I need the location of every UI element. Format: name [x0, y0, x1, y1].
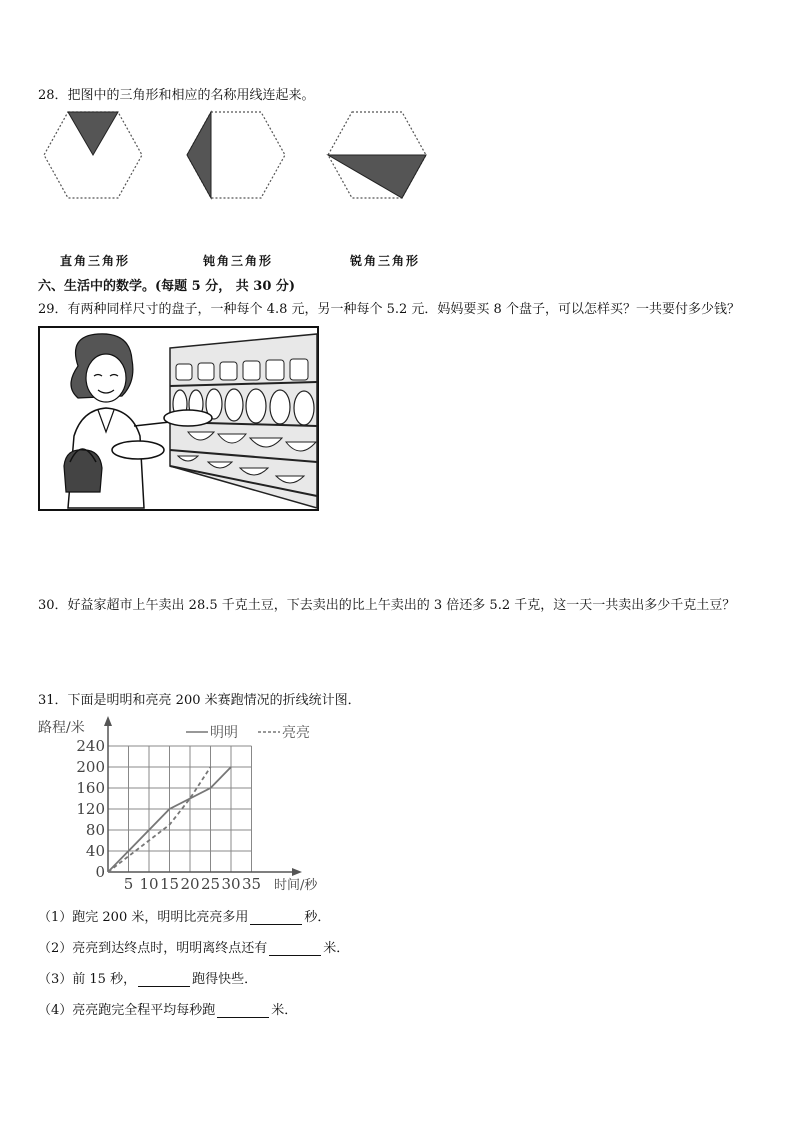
y-tick-label: 160 — [76, 779, 105, 797]
hexagon-figures — [38, 106, 438, 202]
x-tick-label: 35 — [241, 875, 262, 893]
q31-sub-1-prefix: （1）跑完 200 米，明明比亮亮多用 — [38, 910, 249, 925]
q31-sub-1 — [38, 906, 330, 925]
y-tick-label: 0 — [95, 863, 105, 881]
q31-text: 31．下面是明明和亮亮 200 米赛跑情况的折线统计图． — [38, 693, 361, 708]
q31-sub-4 — [38, 999, 297, 1018]
y-tick-label: 120 — [76, 800, 105, 818]
answer-blank-2[interactable] — [269, 942, 321, 956]
chart-axes — [104, 716, 302, 876]
legend-label-1: 明明 — [210, 725, 238, 741]
y-tick-label: 80 — [85, 821, 105, 839]
hexagon-1-right-triangle — [44, 112, 142, 198]
chart-tick-labels — [76, 737, 261, 893]
chart-legend — [186, 725, 310, 741]
x-tick-label: 30 — [221, 875, 241, 893]
hexagon-2-obtuse-triangle — [187, 112, 285, 198]
x-axis-arrow — [292, 868, 302, 876]
q28-text: 28．把图中的三角形和相应的名称用线连起来。 — [38, 88, 315, 103]
q31-sub-4-suffix: 米． — [271, 1003, 298, 1018]
y-tick-label: 40 — [85, 842, 105, 860]
x-tick-label: 5 — [123, 875, 134, 893]
q31-sub-1-suffix: 秒． — [304, 910, 331, 925]
x-tick-label: 10 — [139, 875, 159, 893]
q31-sub-2-prefix: （2）亮亮到达终点时，明明离终点还有 — [38, 941, 268, 956]
label-obtuse-triangle: 钝角三角形 — [203, 254, 274, 268]
q31-sub-2-suffix: 米． — [323, 941, 350, 956]
q30-text: 30．好益家超市上午卖出 28.5 千克土豆，下去卖出的比上午卖出的 3 倍还多 5.2 千克，这一天一共卖出多少千克土豆？ — [38, 598, 736, 613]
shopping-illustration — [38, 326, 319, 511]
y-tick-label: 200 — [76, 758, 105, 776]
q31-sub-4-prefix: （4）亮亮跑完全程平均每秒跑 — [38, 1003, 216, 1018]
x-tick-label: 15 — [159, 875, 180, 893]
label-right-triangle: 直角三角形 — [60, 254, 131, 268]
legend-label-2: 亮亮 — [282, 725, 310, 741]
hexagon-3-acute-triangle — [328, 112, 426, 198]
q31-sub-2 — [38, 937, 349, 956]
y-axis-label: 路程/米 — [38, 720, 85, 736]
y-axis-arrow — [104, 716, 112, 726]
answer-blank-3[interactable] — [138, 973, 190, 987]
x-tick-label: 20 — [180, 875, 200, 893]
q31-sub-3 — [38, 968, 257, 987]
q31-sub-3-suffix: 跑得快些． — [192, 972, 258, 987]
section-6-title: 六、生活中的数学。(每题 5 分， 共 30 分) — [38, 279, 296, 294]
x-axis-label: 时间/秒 — [274, 878, 318, 893]
label-acute-triangle: 锐角三角形 — [350, 254, 421, 268]
chart-grid — [108, 746, 252, 872]
q29-text: 29．有两种同样尺寸的盘子，一种每个 4.8 元，另一种每个 5.2 元．妈妈要买 8 个盘子，可以怎样买？一共要付多少钱？ — [38, 302, 740, 317]
x-tick-label: 25 — [200, 875, 221, 893]
q31-sub-3-prefix: （3）前 15 秒， — [38, 972, 137, 987]
answer-blank-1[interactable] — [250, 911, 302, 925]
answer-blank-4[interactable] — [217, 1004, 269, 1018]
race-line-chart — [34, 712, 354, 897]
y-tick-label: 240 — [76, 737, 105, 755]
